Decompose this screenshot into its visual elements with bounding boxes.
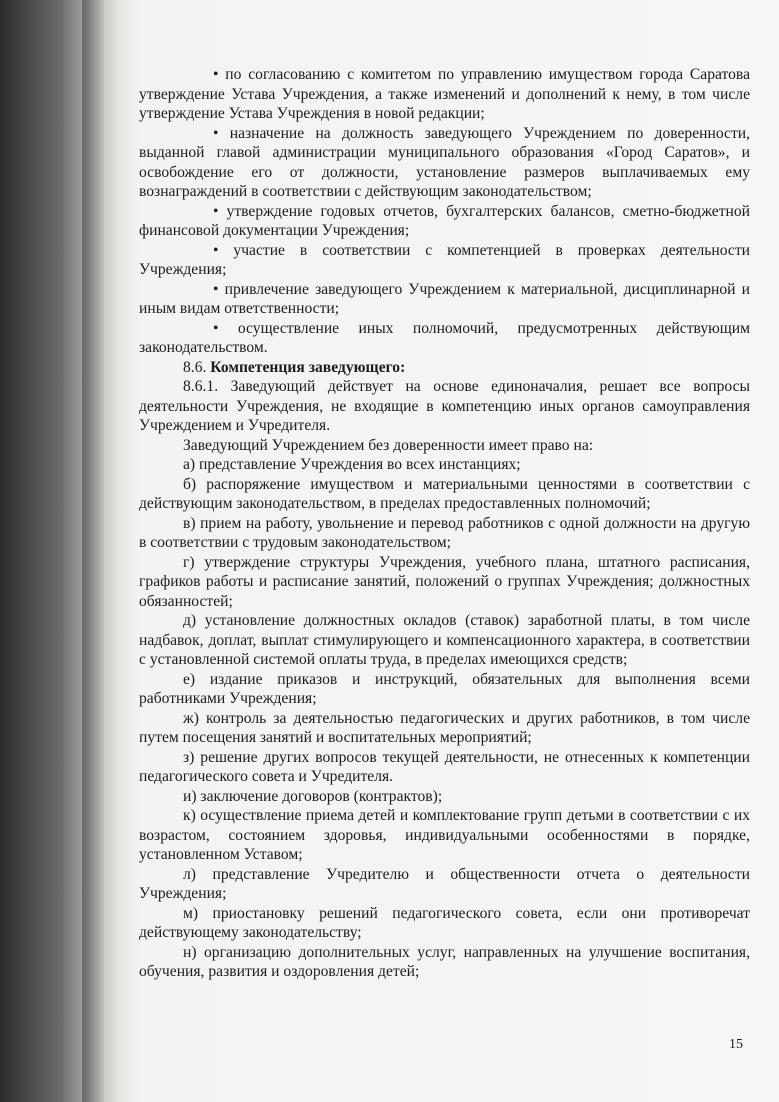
right-item: и) заключение договоров (контрактов); xyxy=(183,787,443,805)
rights-intro: Заведующий Учреждением без доверенности имеет право на: xyxy=(183,436,594,454)
right-item: л) представление Учредителю и общественности отчета о деятельности Учреждения; xyxy=(139,865,750,902)
bullet-paragraph: • привлечение заведующего Учреждением к материальной, дисциплинарной и иным видам ответственности; xyxy=(139,280,750,319)
right-item: к) осуществление приема детей и комплектование групп детьми в соответствии с их возрастом, состоянием здоровья, индивидуальными особенностями в порядке, установленном Уставом; xyxy=(139,807,750,863)
page-number: 15 xyxy=(729,1037,743,1052)
bullet-paragraph: • по согласованию с комитетом по управлению имуществом города Саратова утверждение Устава Учреждения, а также изменений и дополнений к нему, в том числе утверждение Устава Учреждения в новой редакции; xyxy=(139,65,750,124)
right-item: а) представление Учреждения во всех инстанциях; xyxy=(183,456,521,473)
right-item: з) решение других вопросов текущей деятельности, не отнесенных к компетенции педагогического совета и Учредителя. xyxy=(139,748,750,785)
bullet-paragraph: • утверждение годовых отчетов, бухгалтерских балансов, сметно-бюджетной финансовой документации Учреждения; xyxy=(139,202,750,241)
right-item: ж) контроль за деятельностью педагогических и других работников, в том числе путем посещения занятий и воспитательных мероприятий; xyxy=(139,709,750,746)
bullet-paragraph: • участие в соответствии с компетенцией в проверках деятельности Учреждения; xyxy=(139,241,750,280)
right-item: б) распоряжение имуществом и материальными ценностями в соответствии с действующим законодательством, в пределах предоставленных полномочий; xyxy=(139,475,750,512)
section-number: 8.6. xyxy=(183,358,207,376)
section-heading xyxy=(139,358,750,378)
bullet-paragraph: • назначение на должность заведующего Учреждением по доверенности, выданной главой администрации муниципального образования «Город Саратов», и освобождение его от должности, установление размеров выплачиваемых ему вознаграждений в соответствии с действующим законодательством; xyxy=(139,124,750,202)
binding-shadow xyxy=(82,0,104,1102)
right-item: д) установление должностных окладов (ставок) заработной платы, в том числе надбавок, доплат, выплат стимулирующего и компенсационного характера, в соответствии с установленной системой оплаты труда, в пределах имеющихся средств; xyxy=(139,612,750,668)
right-item: в) прием на работу, увольнение и перевод работников с одной должности на другую в соответствии с трудовым законодательством; xyxy=(139,514,750,551)
bullet-paragraph: • осуществление иных полномочий, предусмотренных действующим законодательством. xyxy=(139,319,750,358)
right-item: н) организацию дополнительных услуг, направленных на улучшение воспитания, обучения, развития и оздоровления детей; xyxy=(139,943,750,980)
right-item: м) приостановку решений педагогического совета, если они противоречат действующему законодательству; xyxy=(139,904,750,941)
right-item: г) утверждение структуры Учреждения, учебного плана, штатного расписания, графиков работы и расписание занятий, положений о группах Учреждения; должностных обязанностей; xyxy=(139,553,750,610)
right-item: е) издание приказов и инструкций, обязательных для выполнения всеми работниками Учреждения; xyxy=(139,670,750,707)
document-body xyxy=(139,65,750,982)
clause-8-6-1: 8.6.1. Заведующий действует на основе единоначалия, решает все вопросы деятельности Учреждения, не входящие в компетенцию иных органов самоуправления Учреждением и Учредителя. xyxy=(139,378,750,434)
section-title: Компетенция заведующего: xyxy=(210,358,406,376)
